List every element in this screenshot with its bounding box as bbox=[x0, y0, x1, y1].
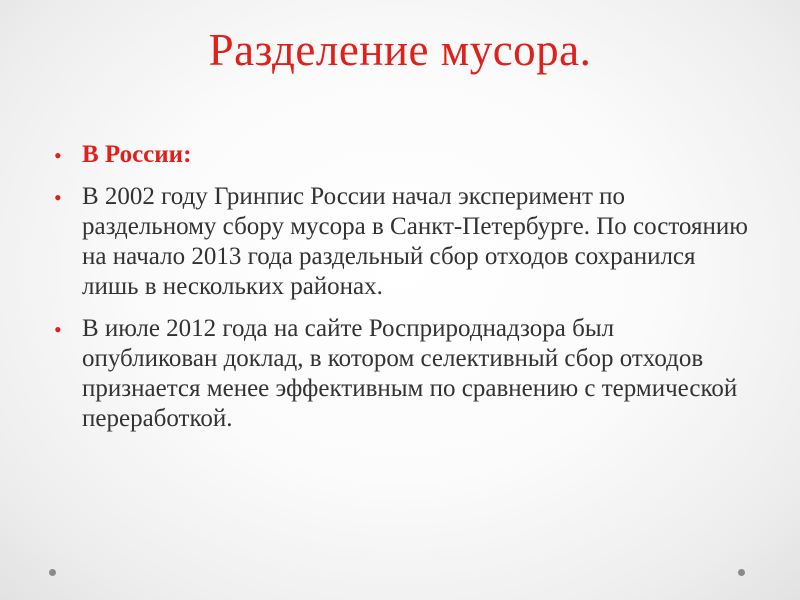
bullet-text: В июле 2012 года на сайте Росприроднадзора был опубликован доклад, в котором селективный сбор отходов признается менее эффективным по сравнению с термической переработкой. bbox=[82, 315, 738, 432]
bullet-icon: • bbox=[54, 317, 62, 342]
slide-title: Разделение мусора. bbox=[208, 25, 592, 75]
decorative-dot-icon bbox=[49, 569, 56, 576]
bullet-item-report bbox=[50, 314, 750, 434]
bullet-icon: • bbox=[54, 143, 62, 168]
decorative-dot-icon bbox=[738, 569, 745, 576]
bullet-item-russia bbox=[50, 140, 750, 170]
bullet-text: В 2002 году Гринпис России начал эксперимент по раздельному сбору мусора в Санкт-Петербурге. По состоянию на начало 2013 года раздельный сбор отходов сохранился лишь в нескольких районах. bbox=[82, 183, 748, 300]
bullet-item-greenpeace bbox=[50, 182, 750, 302]
bullet-list bbox=[50, 140, 750, 446]
bullet-text: В России: bbox=[82, 141, 192, 168]
bullet-icon: • bbox=[54, 185, 62, 210]
